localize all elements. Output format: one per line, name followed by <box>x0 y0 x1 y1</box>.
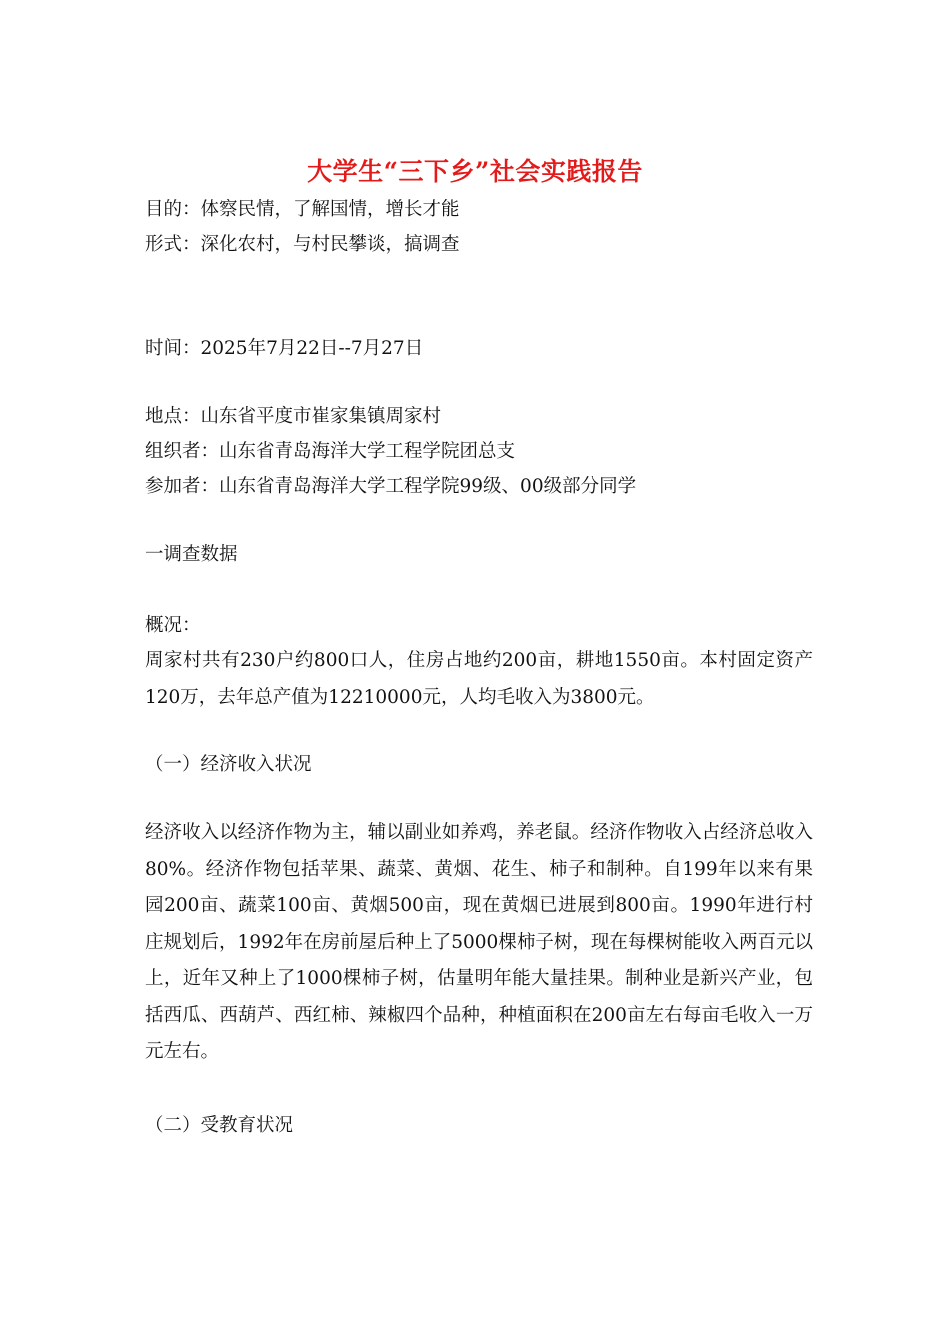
subsection-heading-education: （二）受教育状况 <box>145 1115 294 1136</box>
organizer-line: 组织者：山东省青岛海洋大学工程学院团总支 <box>145 441 516 462</box>
document-title: 大学生“三下乡”社会实践报告 <box>307 157 643 186</box>
participants-line: 参加者：山东省青岛海洋大学工程学院99级、00级部分同学 <box>145 476 637 497</box>
overview-paragraph: 周家村共有230户约800口人，住房占地约200亩，耕地1550亩。本村固定资产120万，去年总产值为12210000元，人均毛收入为3800元。 <box>145 650 813 708</box>
overview-label: 概况： <box>145 615 201 636</box>
purpose-line: 目的：体察民情，了解国情，增长才能 <box>145 199 460 220</box>
location-line: 地点：山东省平度市崔家集镇周家村 <box>145 406 442 427</box>
form-line: 形式：深化农村，与村民攀谈，搞调查 <box>145 234 460 255</box>
economy-paragraph: 经济收入以经济作物为主，辅以副业如养鸡，养老鼠。经济作物收入占经济总收入80%。经济作物包括苹果、蔬菜、黄烟、花生、柿子和制种。自199年以来有果园200亩、蔬菜100亩、黄烟500亩，现在黄烟已进展到800亩。1990年进行村庄规划后，1992年在房前屋后种上了5000棵柿子树，现在每棵树能收入两百元以上，近年又种上了1000棵柿子树，估量明年能大量挂果。制种业是新兴产业，包括西瓜、西葫芦、西红柿、辣椒四个品种，种植面积在200亩左右每亩毛收入一万元左右。 <box>145 822 813 1062</box>
section-heading: 一调查数据 <box>145 544 238 565</box>
time-line: 时间：2025年7月22日--7月27日 <box>145 338 424 359</box>
subsection-heading-economy: （一）经济收入状况 <box>145 754 312 775</box>
